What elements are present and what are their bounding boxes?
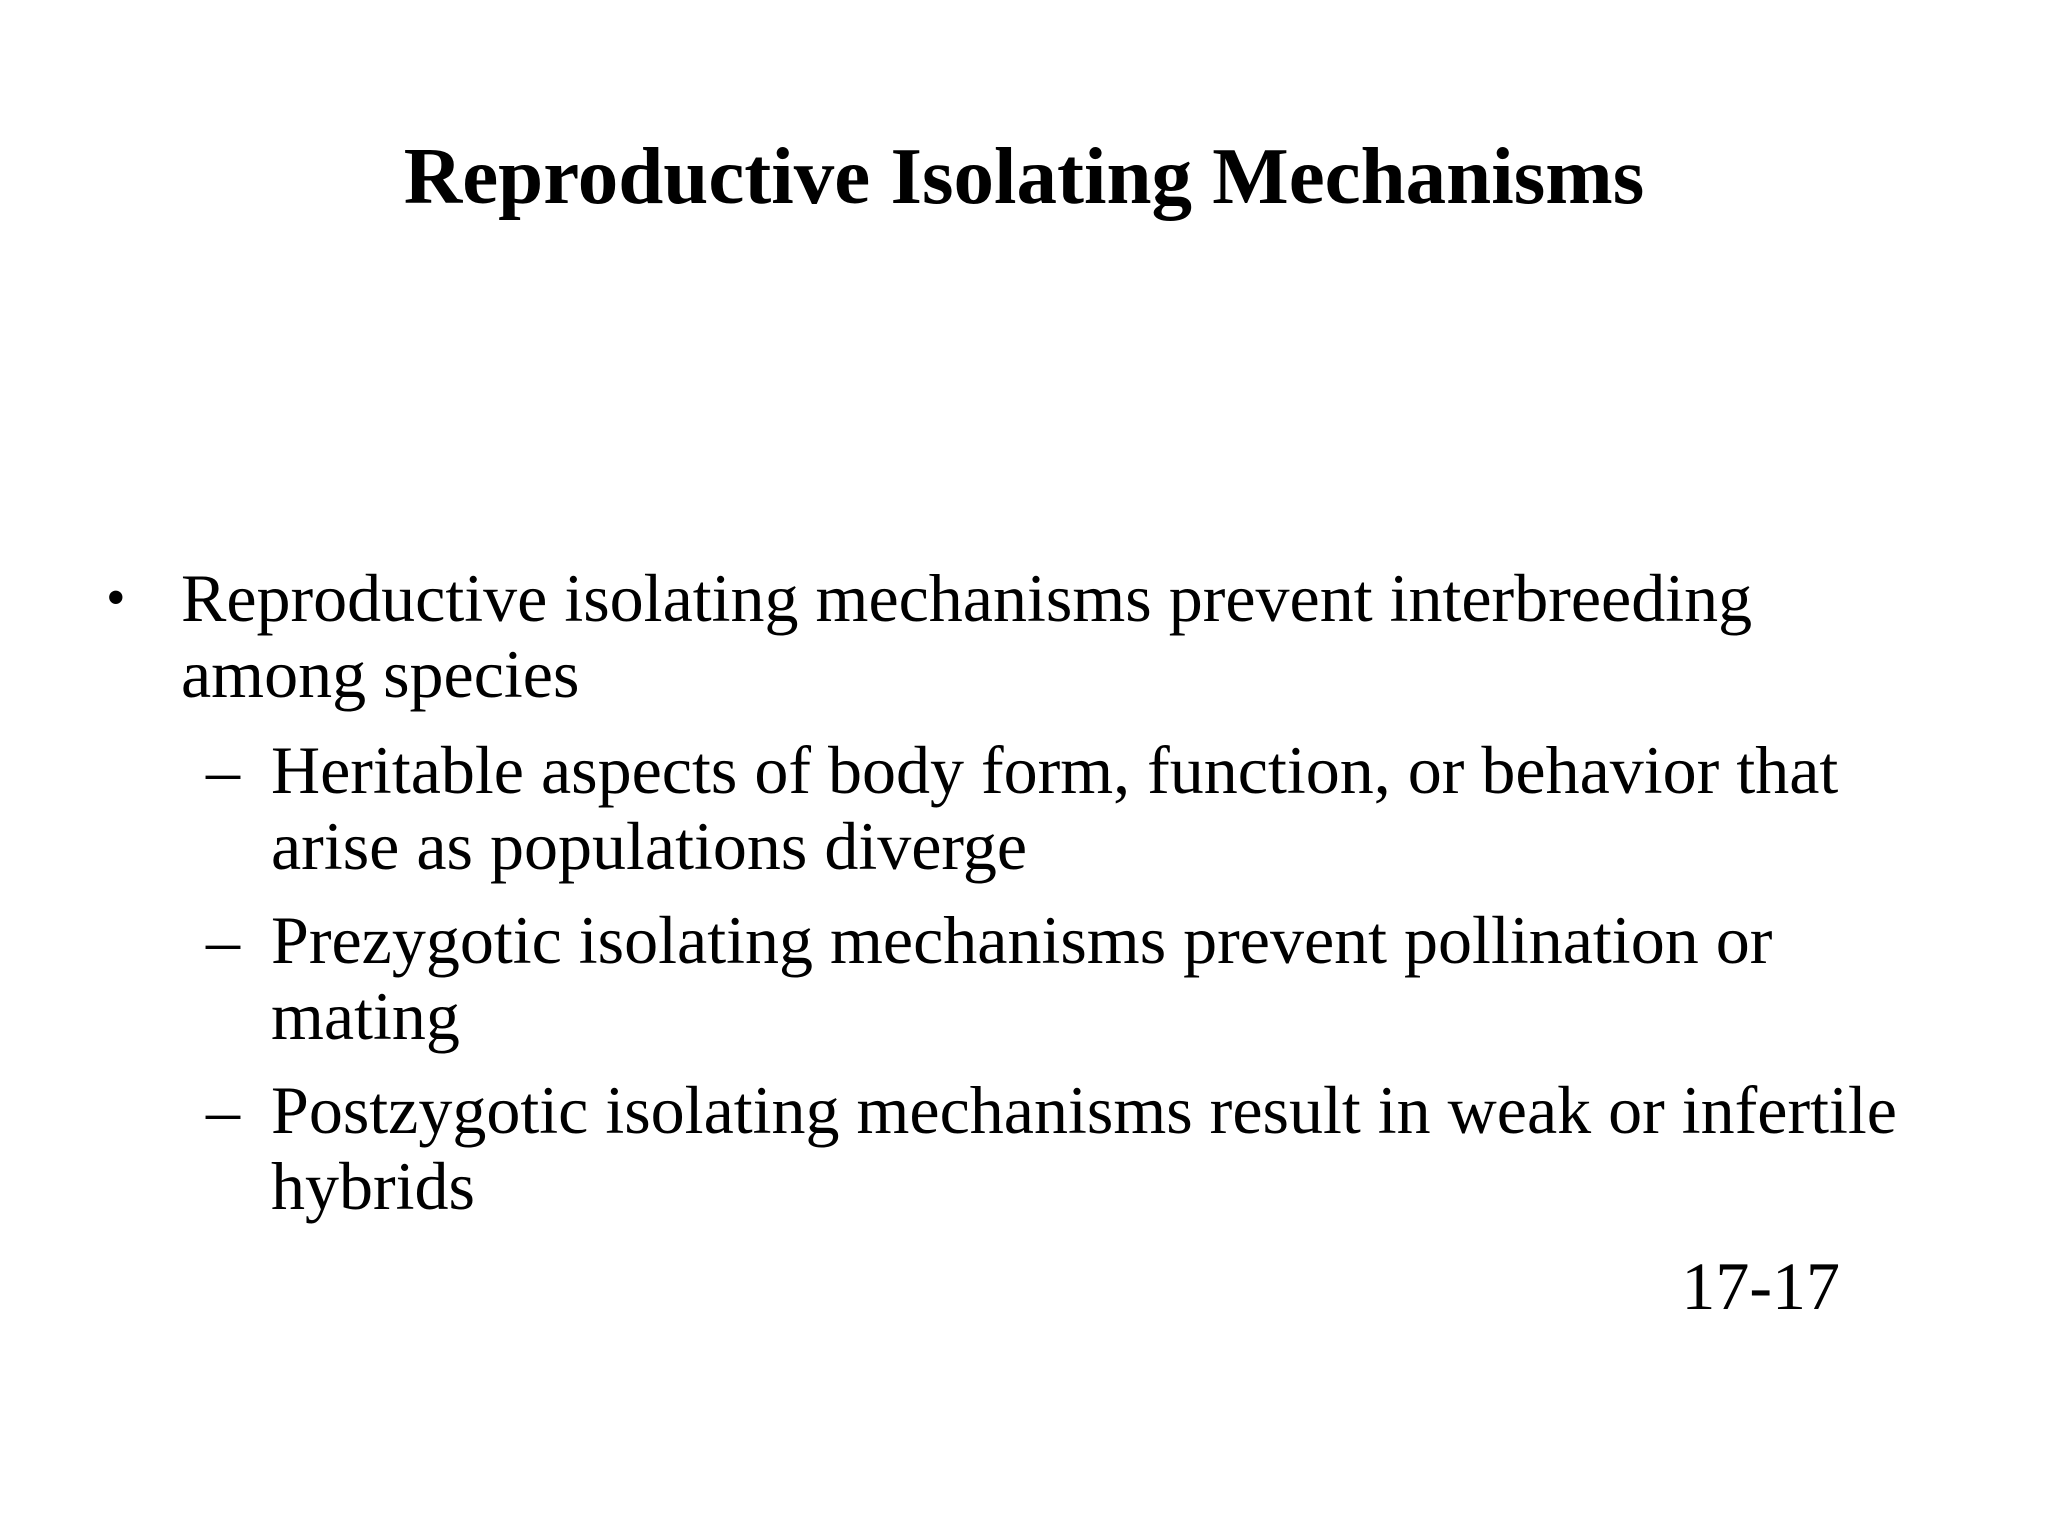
sub-bullet-text: Heritable aspects of body form, function, or behavior that arise as populations diverge xyxy=(271,732,1839,884)
dash-marker: – xyxy=(206,732,240,808)
bullet-marker: • xyxy=(106,567,126,629)
slide-number: 17-17 xyxy=(1681,1248,1840,1324)
sub-bullet-text: Postzygotic isolating mechanisms result in weak or infertile hybrids xyxy=(271,1072,1897,1224)
sub-bullet-item xyxy=(206,732,1971,884)
sub-bullet-item xyxy=(206,902,1971,1054)
bullet-text: Reproductive isolating mechanisms prevent interbreeding among species xyxy=(181,560,1753,712)
sub-bullet-item xyxy=(206,1072,1971,1224)
sub-bullet-text: Prezygotic isolating mechanisms prevent pollination or mating xyxy=(271,902,1773,1054)
dash-marker: – xyxy=(206,902,240,978)
slide-title: Reproductive Isolating Mechanisms xyxy=(403,131,1645,221)
bullet-item xyxy=(106,560,1881,712)
dash-marker: – xyxy=(206,1072,240,1148)
